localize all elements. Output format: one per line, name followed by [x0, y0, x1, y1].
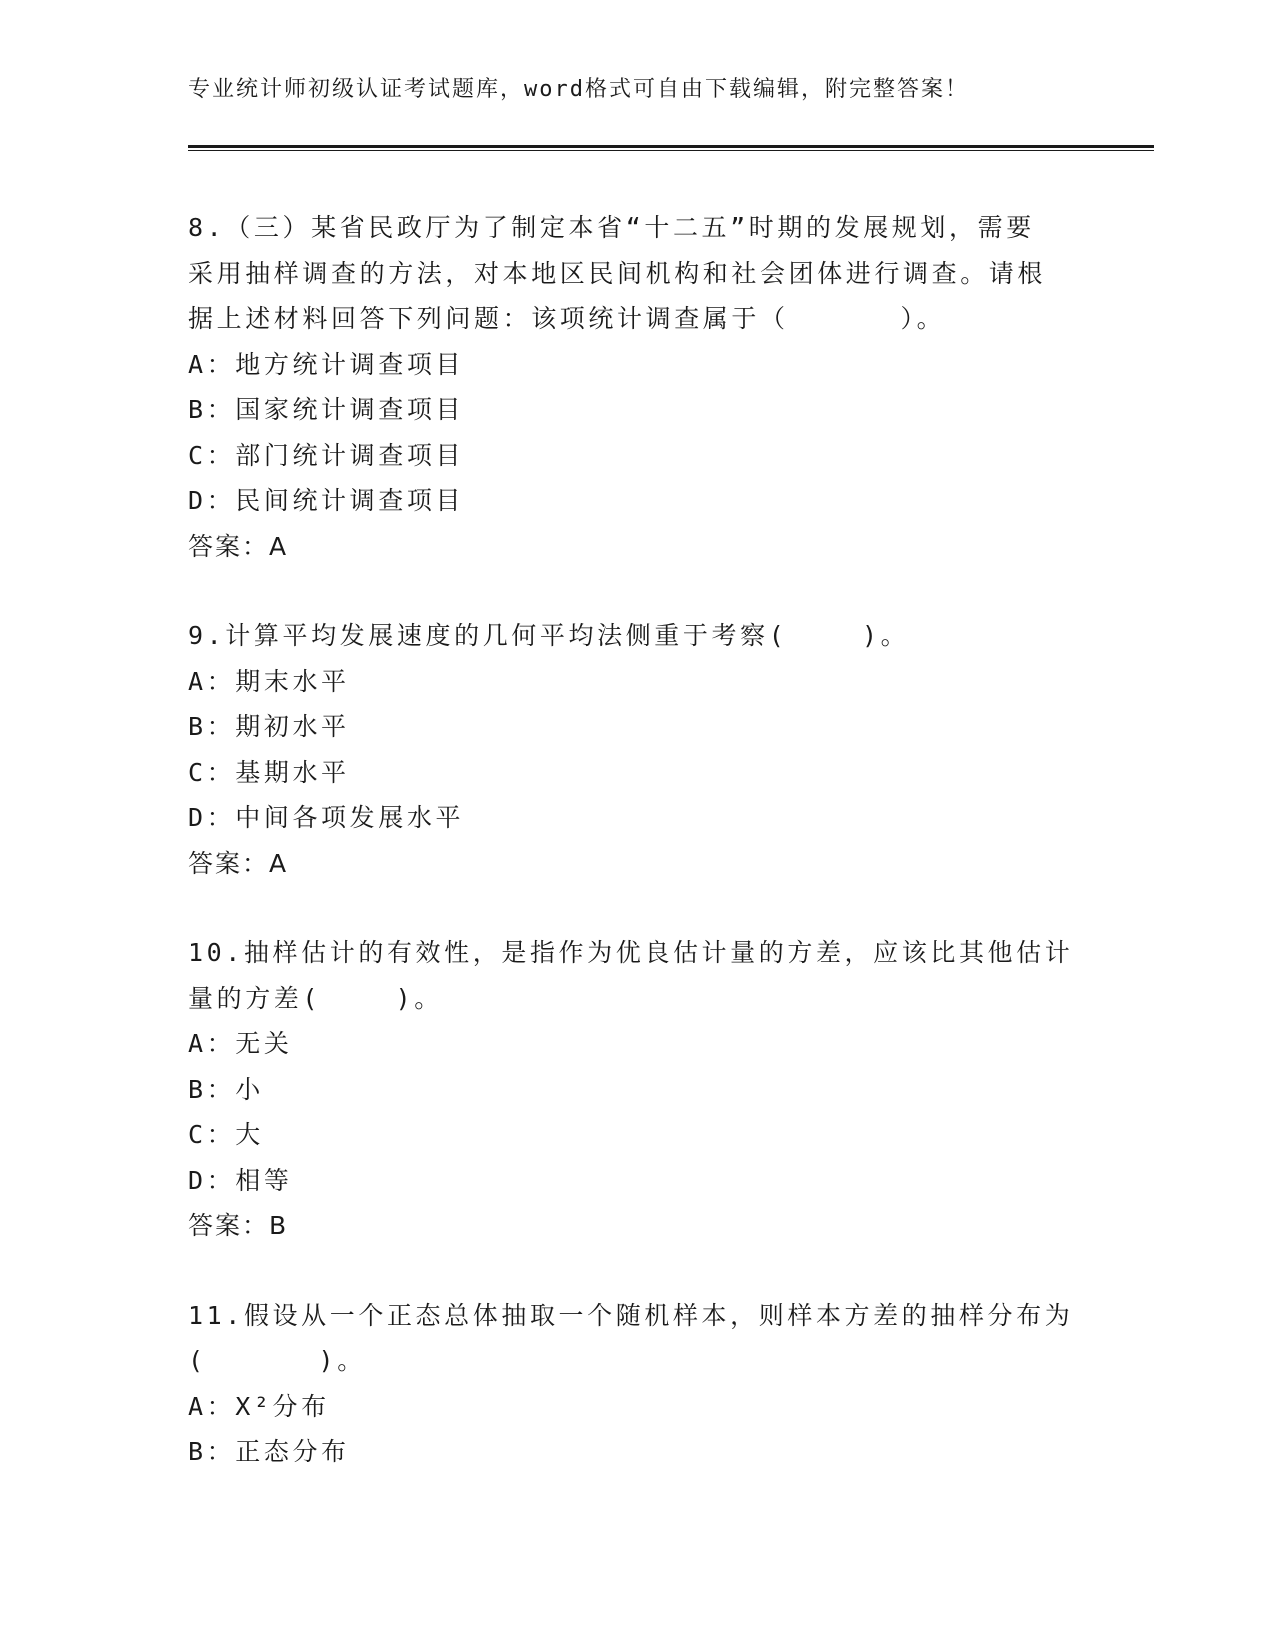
answer-line: 答案：A — [188, 848, 289, 878]
question-text-line: 采用抽样调查的方法，对本地区民间机构和社会团体进行调查。请根 — [188, 258, 1047, 288]
question-text-line: ( )。 — [188, 1346, 366, 1375]
option-a: A：地方统计调查项目 — [188, 349, 465, 379]
option-b: B：小 — [188, 1074, 264, 1104]
question-text-line: 9.计算平均发展速度的几何平均法侧重于考察( )。 — [188, 621, 910, 650]
option-d: D：相等 — [188, 1165, 293, 1195]
option-a: A：期末水平 — [188, 666, 350, 696]
option-d: D：中间各项发展水平 — [188, 803, 465, 832]
question-9 — [188, 613, 1088, 886]
question-11 — [188, 1293, 1088, 1475]
answer-line: 答案：A — [188, 531, 289, 561]
option-b: B：国家统计调查项目 — [188, 395, 465, 424]
page-header: 专业统计师初级认证考试题库，word格式可自由下载编辑，附完整答案！ — [188, 77, 969, 102]
question-text-line: 10.抽样估计的有效性，是指作为优良估计量的方差，应该比其他估计 — [188, 938, 1074, 967]
option-a: A：无关 — [188, 1029, 293, 1058]
header-rule-thick — [188, 145, 1154, 148]
option-c: C：部门统计调查项目 — [188, 440, 465, 470]
question-list — [188, 205, 1088, 1519]
question-text-line: 8.（三）某省民政厅为了制定本省“十二五”时期的发展规划，需要 — [188, 213, 1035, 242]
question-text-line: 量的方差( )。 — [188, 983, 443, 1013]
option-d: D：民间统计调查项目 — [188, 486, 465, 515]
option-c: C：大 — [188, 1120, 264, 1149]
question-10 — [188, 930, 1088, 1249]
question-text-line: 据上述材料回答下列问题：该项统计调查属于（ ）。 — [188, 304, 946, 333]
question-8 — [188, 205, 1088, 569]
option-b: B：期初水平 — [188, 712, 350, 741]
question-text-line: 11.假设从一个正态总体抽取一个随机样本，则样本方差的抽样分布为 — [188, 1300, 1074, 1330]
answer-line: 答案：B — [188, 1211, 289, 1240]
header-rule-thin — [188, 150, 1154, 151]
option-c: C：基期水平 — [188, 757, 350, 787]
option-b: B：正态分布 — [188, 1437, 350, 1466]
option-a: A：X²分布 — [188, 1391, 330, 1421]
